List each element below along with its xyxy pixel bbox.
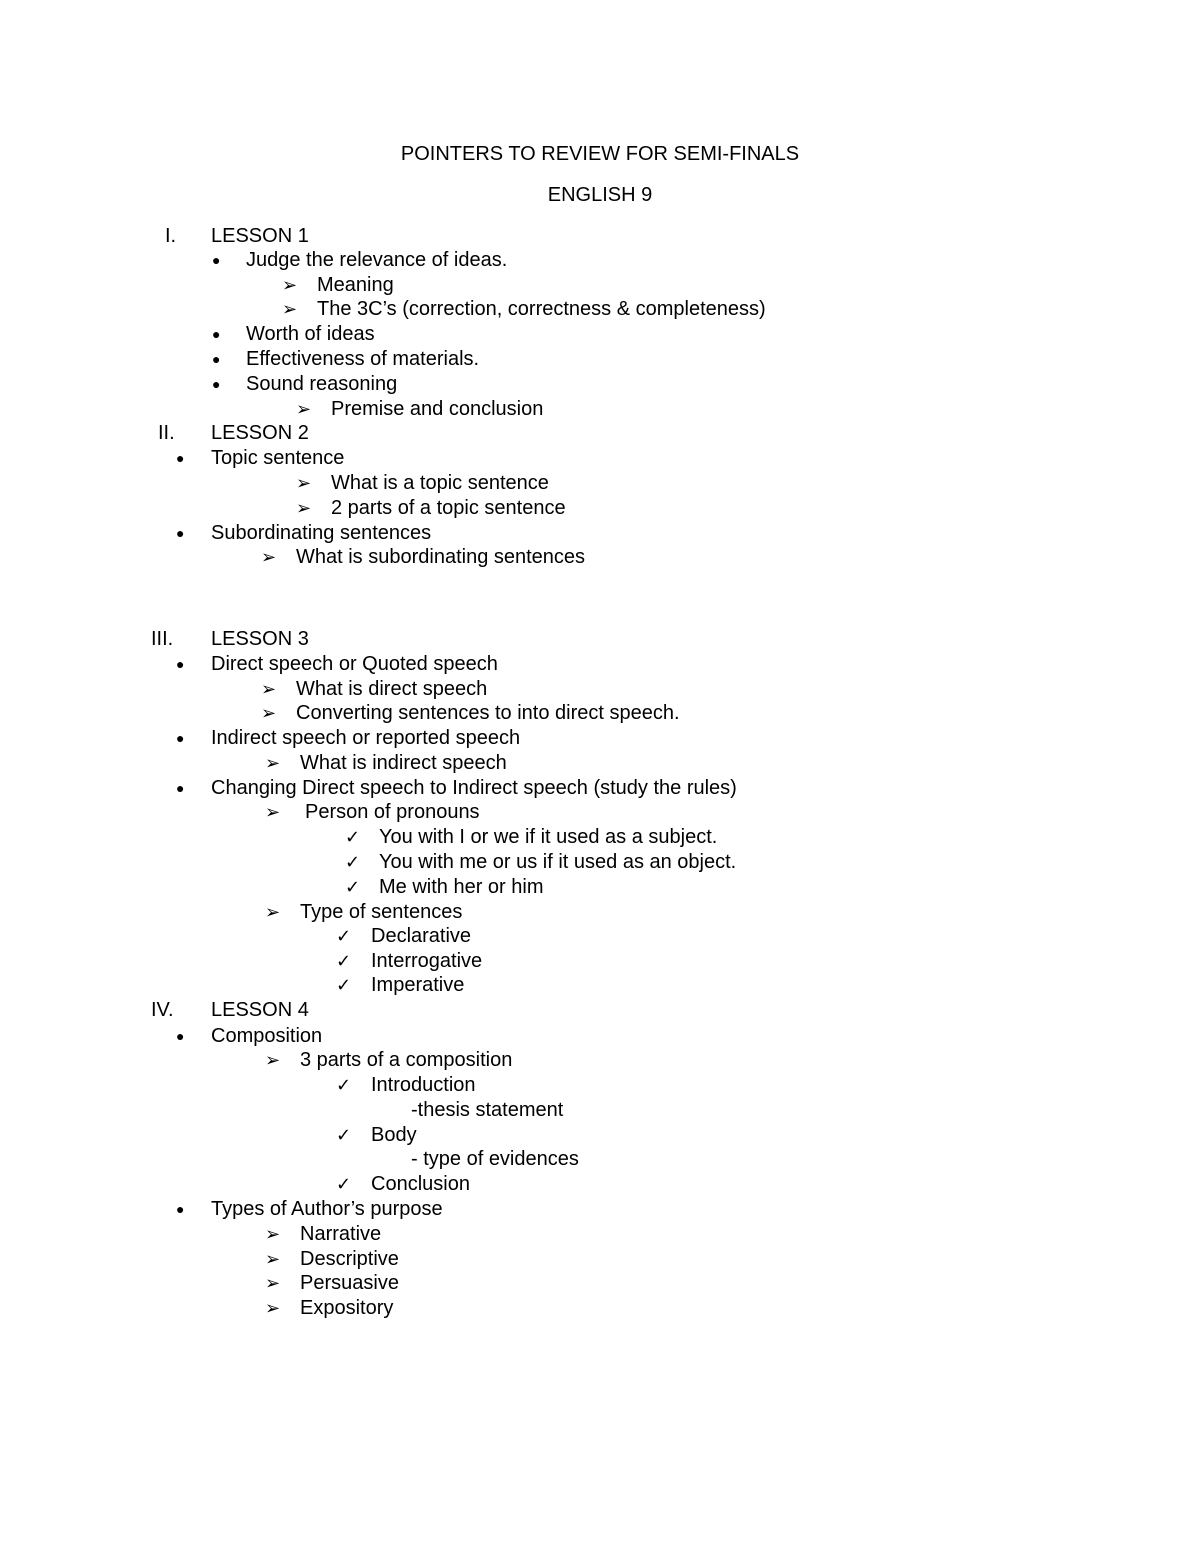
lesson-numeral: I.	[165, 225, 177, 247]
list-item: Direct speech or Quoted speech	[211, 653, 498, 675]
arrow-icon: ➢	[261, 703, 277, 723]
check-item: Imperative	[371, 974, 465, 996]
check-icon: ✓	[336, 1174, 352, 1194]
check-item: Body	[371, 1124, 417, 1146]
lesson-heading: LESSON 4	[211, 999, 309, 1021]
check-item: You with me or us if it used as an object.	[379, 851, 737, 873]
bullet-icon: ●	[176, 656, 185, 672]
arrow-icon: ➢	[265, 753, 281, 773]
sub-item: What is a topic sentence	[331, 472, 549, 494]
document-subtitle: ENGLISH 9	[547, 184, 653, 206]
check-item: Declarative	[371, 925, 472, 947]
list-item: Indirect speech or reported speech	[211, 727, 521, 749]
arrow-icon: ➢	[296, 498, 312, 518]
sub-item: What is direct speech	[296, 678, 488, 700]
check-item: Interrogative	[371, 950, 483, 972]
check-icon: ✓	[336, 926, 352, 946]
sub-item: 2 parts of a topic sentence	[331, 497, 566, 519]
sub-item: Descriptive	[300, 1248, 399, 1270]
bullet-icon: ●	[212, 252, 221, 268]
check-icon: ✓	[345, 877, 361, 897]
arrow-icon: ➢	[265, 1050, 281, 1070]
arrow-icon: ➢	[265, 1273, 281, 1293]
bullet-icon: ●	[176, 525, 185, 541]
arrow-icon: ➢	[265, 902, 281, 922]
list-item: Sound reasoning	[246, 373, 398, 395]
lesson-numeral: II.	[158, 422, 175, 444]
check-icon: ✓	[336, 1125, 352, 1145]
bullet-icon: ●	[212, 326, 221, 342]
lesson-heading: LESSON 1	[211, 225, 309, 247]
arrow-icon: ➢	[282, 275, 298, 295]
check-item: Introduction	[371, 1074, 476, 1096]
sub-item: The 3C’s (correction, correctness & completeness)	[317, 298, 766, 320]
arrow-icon: ➢	[296, 399, 312, 419]
lesson-heading: LESSON 3	[211, 628, 309, 650]
lesson-numeral: III.	[151, 628, 174, 650]
sub-item: What is indirect speech	[300, 752, 507, 774]
lesson-numeral: IV.	[151, 999, 174, 1021]
arrow-icon: ➢	[282, 299, 298, 319]
list-item: Worth of ideas	[246, 323, 375, 345]
arrow-icon: ➢	[265, 802, 281, 822]
check-icon: ✓	[336, 951, 352, 971]
check-item: Conclusion	[371, 1173, 470, 1195]
arrow-icon: ➢	[265, 1249, 281, 1269]
bullet-icon: ●	[212, 351, 221, 367]
sub-item: 3 parts of a composition	[300, 1049, 513, 1071]
list-item: Judge the relevance of ideas.	[246, 249, 508, 271]
list-item: Composition	[211, 1025, 323, 1047]
list-item: Changing Direct speech to Indirect speech (study the rules)	[211, 777, 737, 799]
check-item: You with I or we if it used as a subject.	[379, 826, 718, 848]
sub-item: Expository	[300, 1297, 394, 1319]
bullet-icon: ●	[176, 450, 185, 466]
list-item: Subordinating sentences	[211, 522, 432, 544]
check-icon: ✓	[336, 975, 352, 995]
arrow-icon: ➢	[296, 473, 312, 493]
sub-item: Narrative	[300, 1223, 382, 1245]
sub-item: Meaning	[317, 274, 394, 296]
lesson-heading: LESSON 2	[211, 422, 309, 444]
sub-item: Converting sentences to into direct speech.	[296, 702, 680, 724]
arrow-icon: ➢	[265, 1224, 281, 1244]
bullet-icon: ●	[176, 780, 185, 796]
sub-item: Premise and conclusion	[331, 398, 544, 420]
sub-item: What is subordinating sentences	[296, 546, 586, 568]
arrow-icon: ➢	[261, 679, 277, 699]
arrow-icon: ➢	[261, 547, 277, 567]
check-note: - type of evidences	[411, 1148, 579, 1170]
list-item: Effectiveness of materials.	[246, 348, 480, 370]
sub-item: Person of pronouns	[305, 801, 480, 823]
bullet-icon: ●	[176, 730, 185, 746]
check-icon: ✓	[345, 827, 361, 847]
sub-item: Persuasive	[300, 1272, 399, 1294]
check-icon: ✓	[336, 1075, 352, 1095]
list-item: Types of Author’s purpose	[211, 1198, 443, 1220]
document-title: POINTERS TO REVIEW FOR SEMI-FINALS	[400, 143, 800, 165]
check-icon: ✓	[345, 852, 361, 872]
bullet-icon: ●	[176, 1201, 185, 1217]
sub-item: Type of sentences	[300, 901, 463, 923]
list-item: Topic sentence	[211, 447, 345, 469]
bullet-icon: ●	[212, 376, 221, 392]
arrow-icon: ➢	[265, 1298, 281, 1318]
check-item: Me with her or him	[379, 876, 544, 898]
check-note: -thesis statement	[411, 1099, 564, 1121]
bullet-icon: ●	[176, 1028, 185, 1044]
